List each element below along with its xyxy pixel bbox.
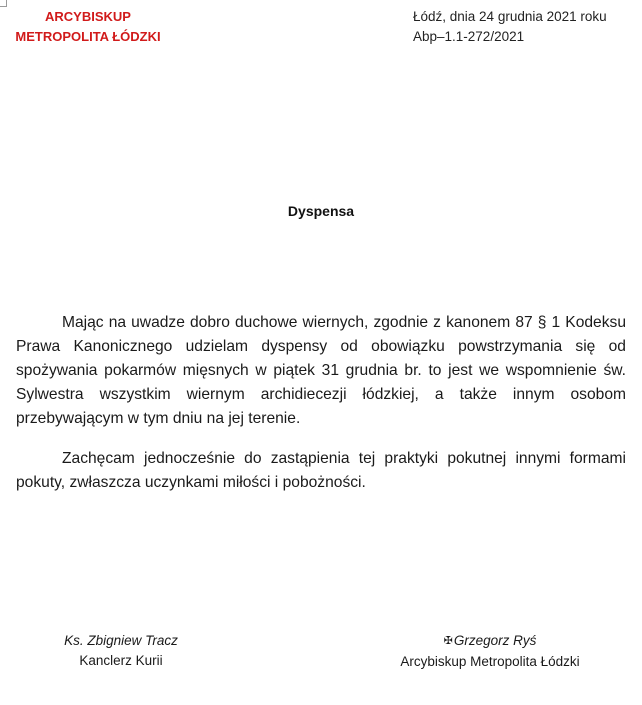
letterhead [8, 7, 168, 47]
signature-archbishop [380, 631, 600, 672]
letterhead-line-1: ARCYBISKUP [45, 9, 131, 24]
reference-number: Abp–1.1-272/2021 [413, 29, 525, 44]
paragraph-text: Mając na uwadze dobro duchowe wiernych, zgodnie z kanonem 87 § 1 Kodeksu Prawa Kanonicznego udzielam dyspensy od obowiązku powstrzymania się od spożywania pokarmów mięsnych w piątek 31 grudnia br. to jest we wspomnienie św. Sylwestra wszystkim wiernym archidiecezji łódzkiej, a także innym osobom przebywającym w tym dniu na jej terenie. [16, 314, 626, 427]
letterhead-line-2: METROPOLITA ŁÓDZKI [15, 29, 161, 44]
body-paragraph-2 [16, 447, 626, 495]
signatory-role: Kanclerz Kurii [79, 653, 163, 668]
date-line: Łódź, dnia 24 grudnia 2021 roku [413, 9, 607, 24]
signatory-name: Grzegorz Ryś [453, 633, 537, 648]
signatory-role: Arcybiskup Metropolita Łódzki [400, 654, 580, 669]
paragraph-text: Zachęcam jednocześnie do zastąpienia tej praktyki pokutnej innymi formami pokuty, zwłaszcza uczynkami miłości i pobożności. [16, 450, 626, 491]
document-title: Dyspensa [287, 203, 355, 219]
signatory-name-line [380, 631, 600, 652]
page-corner-mark [0, 0, 7, 7]
signature-chancellor [50, 631, 192, 671]
body-paragraph-1 [16, 311, 626, 431]
document-meta [413, 7, 607, 47]
signatory-name: Ks. Zbigniew Tracz [64, 633, 178, 648]
cross-icon: ✠ [443, 635, 453, 647]
